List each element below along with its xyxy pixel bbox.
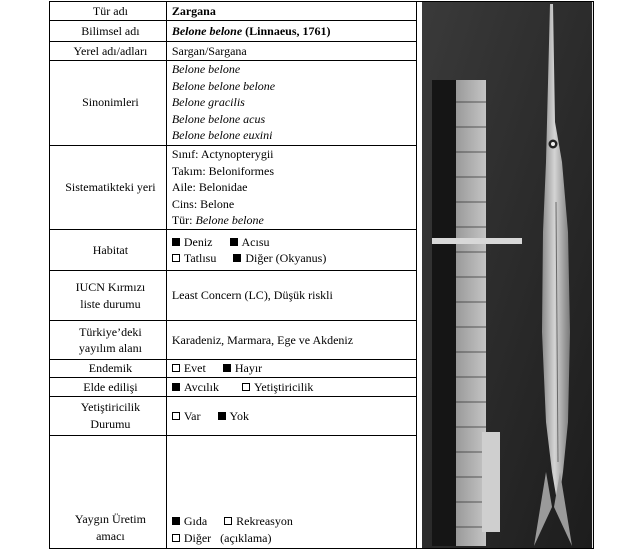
synonym-item: Belone belone bbox=[171, 62, 241, 77]
scientific-name-value bbox=[166, 21, 416, 42]
acquisition-option bbox=[242, 380, 313, 394]
checkbox-checked-icon bbox=[230, 238, 238, 246]
distribution-label-line1: Türkiye’deki bbox=[79, 324, 142, 339]
acquisition-label: Elde edilişi bbox=[50, 378, 167, 397]
systematics-species-prefix: Tür: bbox=[171, 213, 193, 228]
distribution-value: Karadeniz, Marmara, Ege ve Akdeniz bbox=[166, 321, 416, 359]
habitat-option-label: Tatlısu bbox=[183, 251, 217, 266]
endemic-option bbox=[223, 361, 262, 375]
aquaculture-label-line2: Durumu bbox=[90, 416, 131, 431]
iucn-label bbox=[50, 270, 167, 321]
systematics-list bbox=[166, 145, 416, 230]
habitat-option bbox=[230, 235, 270, 249]
endemic-option-label: Evet bbox=[183, 361, 206, 376]
iucn-label-line1: IUCN Kırmızı bbox=[75, 280, 146, 295]
measuring-ruler bbox=[456, 80, 486, 546]
habitat-option bbox=[172, 235, 213, 249]
habitat-label: Habitat bbox=[50, 230, 167, 270]
systematics-species bbox=[172, 212, 416, 229]
systematics-family: Aile: Belonidae bbox=[171, 180, 248, 195]
endemic-option-label: Hayır bbox=[234, 361, 263, 376]
specimen-photo bbox=[422, 2, 594, 548]
habitat-option bbox=[172, 251, 217, 265]
habitat-option-label: Acısu bbox=[241, 234, 270, 249]
endemic-option bbox=[172, 361, 206, 375]
synonyms-label: Sinonimleri bbox=[50, 60, 167, 145]
production-option-label: Gıda bbox=[183, 514, 208, 528]
habitat-option-label: Deniz bbox=[183, 234, 213, 249]
species-info-table bbox=[49, 1, 594, 549]
aquaculture-option bbox=[172, 409, 201, 423]
synonyms-list bbox=[166, 60, 416, 145]
systematics-label: Sistematikteki yeri bbox=[50, 145, 167, 230]
acquisition-option bbox=[172, 380, 219, 394]
iucn-label-line2: liste durumu bbox=[80, 296, 141, 311]
systematics-species-name: Belone belone bbox=[195, 213, 264, 228]
endemic-options bbox=[166, 359, 416, 377]
production-option-label: Diğer bbox=[183, 530, 212, 545]
checkbox-checked-icon bbox=[172, 238, 180, 246]
production-option-note: (açıklama) bbox=[220, 530, 272, 545]
synonym-item: Belone gracilis bbox=[171, 95, 245, 110]
common-name: Zargana bbox=[166, 2, 416, 21]
specimen-photo-cell bbox=[416, 2, 593, 549]
production-label bbox=[50, 435, 167, 548]
aquaculture-option bbox=[218, 409, 249, 423]
scientific-name-label: Bilimsel adı bbox=[50, 21, 167, 42]
local-names-label: Yerel adı/adları bbox=[50, 42, 167, 60]
header-label: Tür adı bbox=[50, 2, 167, 21]
checkbox-checked-icon bbox=[172, 517, 180, 525]
checkbox-checked-icon bbox=[172, 383, 180, 391]
habitat-option-label: Diğer (Okyanus) bbox=[245, 251, 327, 266]
scientific-species: Belone belone bbox=[171, 24, 243, 39]
aquaculture-label-line1: Yetiştiricilik bbox=[80, 400, 141, 415]
production-option-label: Rekreasyon bbox=[236, 514, 293, 528]
production-option bbox=[172, 531, 211, 545]
habitat-options bbox=[166, 230, 416, 270]
local-names-value: Sargan/Sargana bbox=[166, 42, 416, 60]
aquaculture-options bbox=[166, 397, 416, 435]
synonym-item: Belone belone belone bbox=[171, 78, 276, 93]
aquaculture-label bbox=[50, 397, 167, 435]
checkbox-checked-icon bbox=[223, 364, 231, 372]
systematics-order: Takım: Beloniformes bbox=[171, 163, 274, 178]
production-option bbox=[172, 514, 207, 528]
checkbox-empty-icon bbox=[242, 383, 250, 391]
distribution-label-line2: yayılım alanı bbox=[78, 341, 142, 356]
checkbox-empty-icon bbox=[172, 364, 180, 372]
synonym-item: Belone belone acus bbox=[171, 111, 266, 126]
production-option bbox=[224, 514, 293, 528]
aquaculture-option-label: Var bbox=[183, 408, 201, 423]
endemic-label: Endemik bbox=[50, 359, 167, 377]
habitat-option bbox=[233, 251, 326, 265]
systematics-class: Sınıf: Actynopterygii bbox=[171, 147, 274, 162]
acquisition-option-label: Yetiştiricilik bbox=[253, 379, 314, 394]
production-options bbox=[166, 435, 416, 548]
production-label-line2: amacı bbox=[96, 528, 125, 543]
systematics-genus: Cins: Belone bbox=[171, 196, 235, 211]
checkbox-empty-icon bbox=[172, 412, 180, 420]
synonym-item: Belone belone euxini bbox=[171, 128, 273, 143]
scientific-authority: (Linnaeus, 1761) bbox=[245, 24, 331, 39]
checkbox-empty-icon bbox=[172, 254, 180, 262]
acquisition-options bbox=[166, 378, 416, 397]
production-label-line1: Yaygın Üretim bbox=[74, 512, 146, 526]
aquaculture-option-label: Yok bbox=[229, 408, 249, 423]
checkbox-empty-icon bbox=[224, 517, 232, 525]
distribution-label bbox=[50, 321, 167, 359]
checkbox-checked-icon bbox=[218, 412, 226, 420]
acquisition-option-label: Avcılık bbox=[183, 379, 219, 394]
checkbox-empty-icon bbox=[172, 534, 180, 542]
checkbox-checked-icon bbox=[233, 254, 241, 262]
iucn-value: Least Concern (LC), Düşük riskli bbox=[166, 270, 416, 321]
